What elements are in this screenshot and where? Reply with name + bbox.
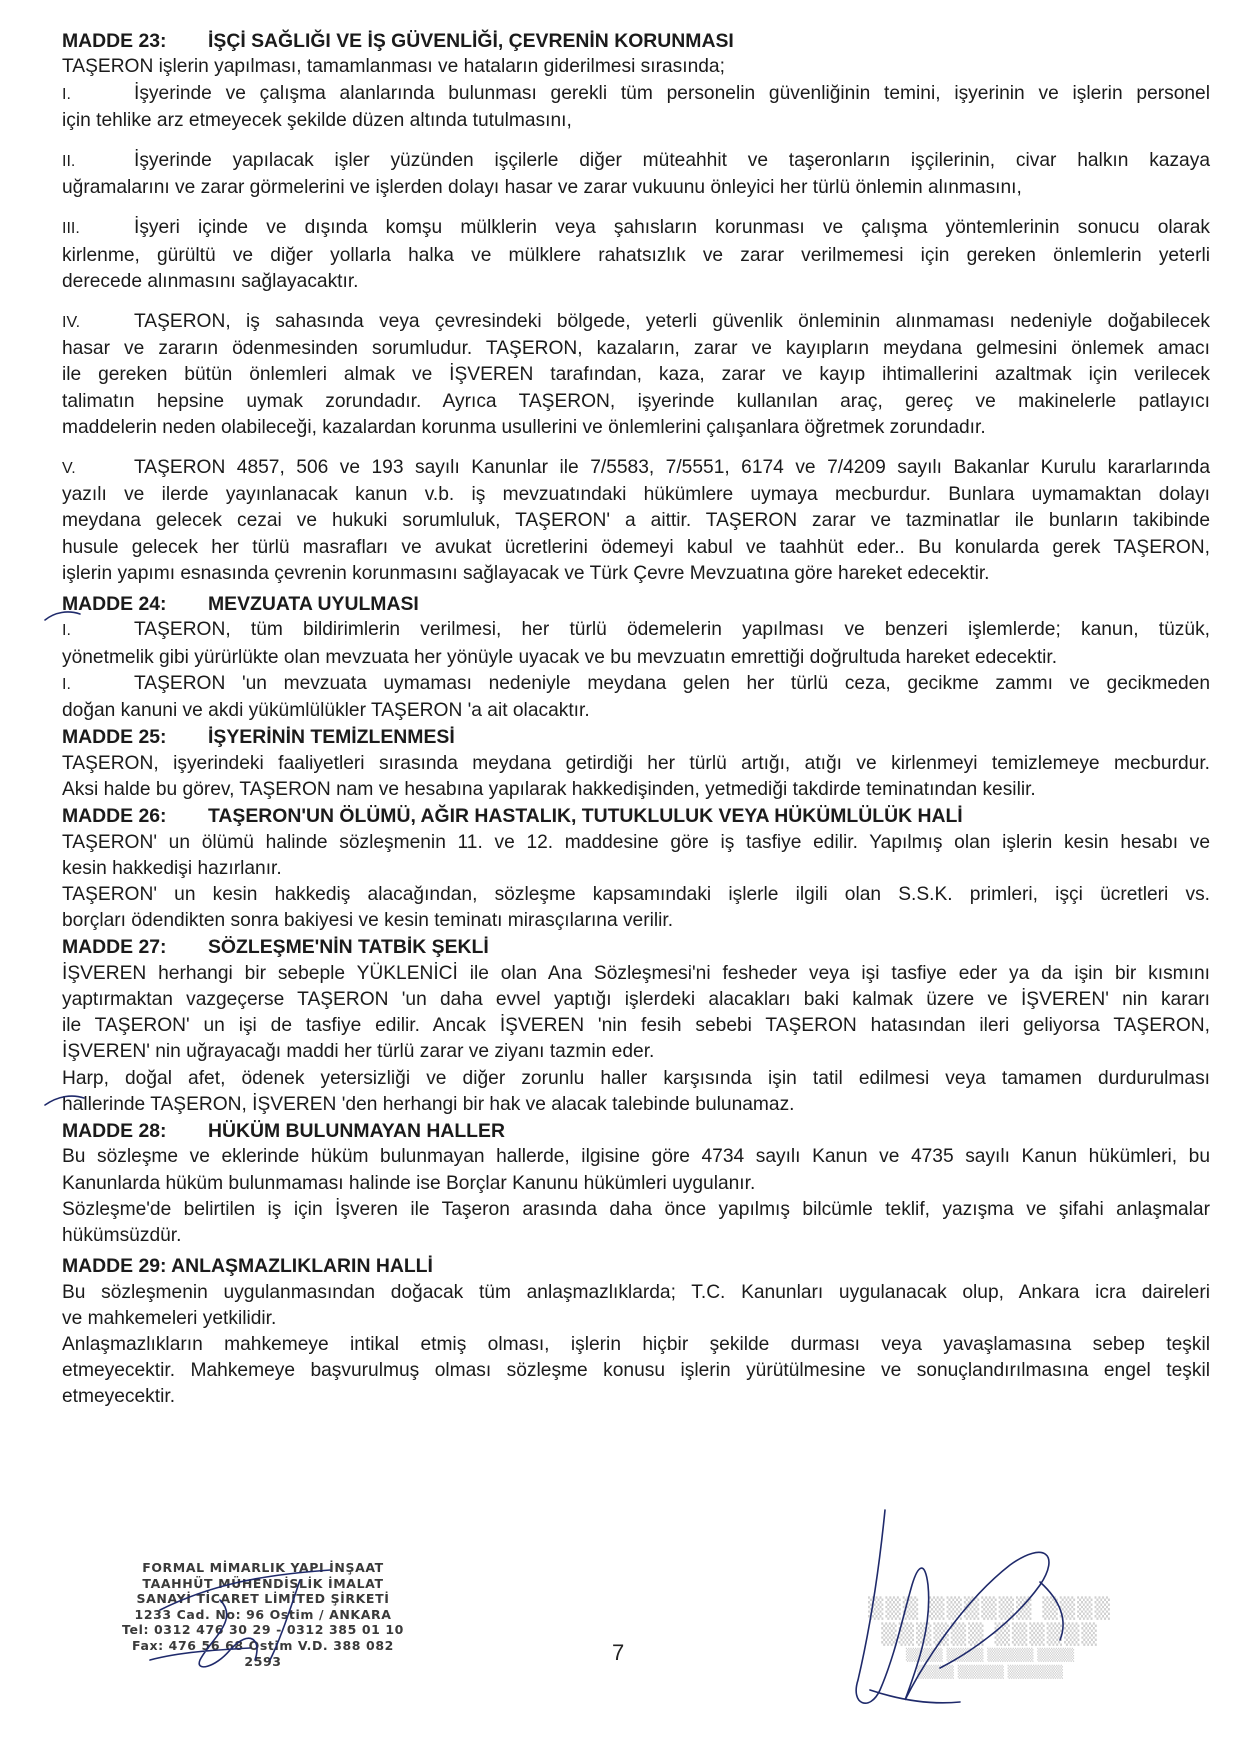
roman-numeral: IV. — [62, 314, 81, 332]
paragraph-line: V. TAŞERON 4857, 506 ve 193 sayılı Kanunlar ile 7/5583, 7/5551, 6174 ve 7/4209 sayılı Bakanlar Kurulu kararlarında — [62, 455, 1210, 482]
faded-stamp: ▒▒▒ ▒▒▒▒▒▒ ▒▒▒▒ ▒▒▒▒▒▒ ▒▒▒▒▒▒ ▒▒▒▒ ▒▒▒▒ ▒▒▒▒▒ ▒▒▒▒ ▒▒▒▒ ▒▒▒▒▒ ▒▒▒▒▒▒ — [868, 1596, 1112, 1679]
paragraph-line: Anlaşmazlıkların mahkemeye intikal etmiş olması, işlerin hiçbir şekilde durması veya yavaşlamasına sebep teşkil — [62, 1333, 1210, 1355]
paragraph-line: ile gereken bütün önlemleri almak ve İŞVEREN tarafından, kaza, zarar ve kayıp ihtimallerini azaltmak için verilecek — [62, 364, 1210, 386]
article-number: MADDE 23: — [62, 30, 167, 52]
paragraph-line: TAŞERON işlerin yapılması, tamamlanması ve hataların giderilmesi sırasında; — [62, 56, 725, 78]
roman-numeral: V. — [62, 460, 76, 478]
paragraph-line: maddelerin neden olabileceği, kazalardan korunma usullerini ve önlemlerini çalışanlara öğretmek zorundadır. — [62, 416, 986, 438]
article-number: MADDE 24: — [62, 593, 167, 616]
document-page — [62, 28, 1210, 1411]
paragraph-line: II. İşyerinde yapılacak işler yüzünden işçilerle diğer müteahhit ve taşeronların işçilerinin, civar halkın kazaya — [62, 148, 1210, 175]
article-title: SÖZLEŞME'NİN TATBİK ŞEKLİ — [208, 936, 489, 959]
article-number: MADDE 26: — [62, 805, 167, 828]
paragraph-line: TAŞERON' un ölümü halinde sözleşmenin 11. ve 12. maddesine göre iş tasfiye edilir. Yapılmış olan işlerin kesin hesabı ve — [62, 831, 1210, 853]
paragraph-line: Harp, doğal afet, ödenek yetersizliği ve diğer zorunlu haller karşısında işin tatil edilmesi veya tamamen durdurulması — [62, 1067, 1210, 1089]
paragraph-line: I. TAŞERON 'un mevzuata uymaması nedeniyle meydana gelen her türlü ceza, gecikme zammı ve gecikmeden — [62, 671, 1210, 698]
roman-numeral: I. — [62, 675, 71, 693]
paragraph-line: hükümsüzdür. — [62, 1224, 182, 1246]
paragraph-line: borçları ödendikten sonra bakiyesi ve kesin teminatı mirasçılarına verilir. — [62, 910, 674, 932]
paragraph-line: yaptırmaktan vazgeçerse TAŞERON 'un daha evvel yaptığı işlerdeki alacakları baki kalmak üzere ve İŞVEREN' nin kararı — [62, 988, 1210, 1010]
paragraph-line: Kanunlarda hüküm bulunmaması halinde ise Borçlar Kanunu hükümleri uygulanır. — [62, 1172, 756, 1194]
paragraph-line: yönetmelik gibi yürürlükte olan mevzuata her yönüyle uyacak ve bu mevzuatın emrettiği doğrultuda hareket edecektir. — [62, 646, 1058, 668]
article-title: HÜKÜM BULUNMAYAN HALLER — [208, 1119, 505, 1142]
company-stamp: FORMAL MİMARLIK YAPI İNŞAAT TAAHHÜT MÜHENDİSLİK İMALAT SANAYİ TİCARET LİMİTED ŞİRKETİ 1233 Cad. No: 96 Ostim / ANKARA Tel: 0312 476 30 29 - 0312 385 01 10 Fax: 476 56 68 Ostim V.D. 388 082 2593 — [122, 1560, 404, 1669]
roman-numeral: II. — [62, 153, 76, 171]
paragraph-line: kirlenme, gürültü ve diğer yollarla halka ve mülklere rahatsızlık ve zarar verilmemesi için gereken önlemlerin yeterli — [62, 244, 1210, 266]
article-26-heading — [62, 803, 1210, 829]
article-29-heading: MADDE 29: ANLAŞMAZLIKLARIN HALLİ — [62, 1255, 433, 1278]
article-title: İŞYERİNİN TEMİZLENMESİ — [208, 726, 455, 749]
paragraph-line: Aksi halde bu görev, TAŞERON nam ve hesabına yapılarak hakkedişinden, yetmediği takdirde teminatından kesilir. — [62, 778, 1036, 800]
paragraph-line: IV. TAŞERON, iş sahasında veya çevresindeki bölgede, yeterli güvenlik önleminin alınmaması nedeniyle doğabilecek — [62, 309, 1210, 336]
paragraph-line: hasar ve zararın ödenmesinden sorumludur. TAŞERON, kazaların, zarar ve kayıpların meydana gelmesini önlemek amacı — [62, 338, 1210, 360]
paragraph-line: yazılı ve ilerde yayınlanacak kanun v.b. iş mevzuatındaki hükümlere uymaya mecburdur. Bunlara uymamaktan dolayı — [62, 484, 1210, 506]
paragraph-line: ile TAŞERON' un işi de tasfiye edilir. Ancak İŞVEREN 'nin fesih sebebi TAŞERON hatasından ileri geliyorsa TAŞERON, — [62, 1015, 1210, 1037]
paragraph-line: uğramalarını ve zarar görmelerini ve işlerden dolayı hasar ve zarar vukuunu önleyici her türlü önlemin alınmasını, — [62, 177, 1022, 199]
paragraph-line: etmeyecektir. — [62, 1386, 176, 1408]
paragraph-line: TAŞERON' un kesin hakkediş alacağından, sözleşme kapsamındaki işlerle ilgili olan S.S.K. primleri, işçi ücretleri vs. — [62, 883, 1210, 905]
article-title: MEVZUATA UYULMASI — [208, 593, 419, 616]
paragraph-line: doğan kanuni ve akdi yükümlülükler TAŞERON 'a ait olacaktır. — [62, 700, 590, 722]
paragraph-line: derecede alınmasını sağlayacaktır. — [62, 270, 359, 292]
paragraph-line: meydana gelecek cezai ve hukuki sorumluluk, TAŞERON' a aittir. TAŞERON zarar ve tazminatlar ile bunların takibinde — [62, 510, 1210, 532]
paragraph-line: Sözleşme'de belirtilen iş için İşveren ile Taşeron arasında daha önce yapılmış bilcümle teklif, yazışma ve şifahi anlaşmalar — [62, 1198, 1210, 1220]
roman-numeral: III. — [62, 220, 80, 238]
article-27-heading — [62, 934, 1210, 960]
paragraph-line: I. TAŞERON, tüm bildirimlerin verilmesi, her türlü ödemelerin yapılması ve benzeri işlemlerde; kanun, tüzük, — [62, 617, 1210, 644]
paragraph-line: husule gelecek her türlü masrafları ve avukat ücretlerini ödemeyi kabul ve taahhüt eder.. Bu konularda gerek TAŞERON, — [62, 536, 1210, 558]
article-25-heading — [62, 724, 1210, 750]
article-23-heading — [62, 28, 1210, 54]
paragraph-line: hallerinde TAŞERON, İŞVEREN 'den herhangi bir hak ve alacak talebinde bulunamaz. — [62, 1093, 795, 1115]
roman-numeral: I. — [62, 85, 71, 103]
page-number: 7 — [612, 1640, 625, 1665]
article-number: MADDE 28: — [62, 1119, 167, 1142]
article-title: İŞÇİ SAĞLIĞI VE İŞ GÜVENLİĞİ, ÇEVRENİN KORUNMASI — [208, 30, 734, 52]
roman-numeral: I. — [62, 622, 71, 640]
article-24-heading — [62, 591, 1210, 617]
article-title: TAŞERON'UN ÖLÜMÜ, AĞIR HASTALIK, TUTUKLULUK VEYA HÜKÜMLÜLÜK HALİ — [208, 805, 963, 828]
paragraph-line: etmeyecektir. Mahkemeye başvurulmuş olması sözleşme konusu işlerin yürütülmesine ve sonuçlandırılmasına engel teşkil — [62, 1360, 1210, 1382]
paragraph-line: kesin hakkedişi hazırlanır. — [62, 857, 282, 879]
paragraph-line: işlerin yapımı esnasında çevrenin korunmasını sağlayacak ve Türk Çevre Mevzuatına göre hareket edecektir. — [62, 562, 990, 584]
article-28-heading — [62, 1118, 1210, 1144]
paragraph-line: için tehlike arz etmeyecek şekilde düzen altında tutulmasını, — [62, 109, 572, 131]
paragraph-line: İŞVEREN' nin uğrayacağı maddi her türlü zarar ve ziyanı tazmin eder. — [62, 1041, 655, 1063]
paragraph-line: İŞVEREN herhangi bir sebeple YÜKLENİCİ ile olan Ana Sözleşmesi'ni fesheder veya işi tasfiye eder ya da işin bir kısmını — [62, 962, 1210, 984]
paragraph-line: talimatın hepsine uymak zorundadır. Ayrıca TAŞERON, işyerinde kullanılan araç, gereç ve makinelerle patlayıcı — [62, 390, 1210, 412]
article-number: MADDE 27: — [62, 936, 167, 959]
paragraph-line: I. İşyerinde ve çalışma alanlarında bulunması gerekli tüm personelin güvenliğinin temini, işyerinin ve işlerin personel — [62, 81, 1210, 108]
paragraph-line: III. İşyeri içinde ve dışında komşu mülklerin veya şahısların korunması ve çalışma yöntemlerinin sonucu olarak — [62, 215, 1210, 242]
paragraph-line: ve mahkemeleri yetkilidir. — [62, 1307, 277, 1329]
paragraph-line: Bu sözleşme ve eklerinde hüküm bulunmayan hallerde, ilgisine göre 4734 sayılı Kanun ve 4735 sayılı Kanun hükümleri, bu — [62, 1146, 1210, 1168]
article-number: MADDE 25: — [62, 726, 167, 749]
paragraph-line: TAŞERON, işyerindeki faaliyetleri sırasında meydana getirdiği her türlü artığı, atığı ve kirlenmeyi temizlemeye mecburdur. — [62, 752, 1210, 774]
paragraph-line: Bu sözleşmenin uygulanmasından doğacak tüm anlaşmazlıklarda; T.C. Kanunları uygulanacak olup, Ankara icra daireleri — [62, 1281, 1210, 1303]
